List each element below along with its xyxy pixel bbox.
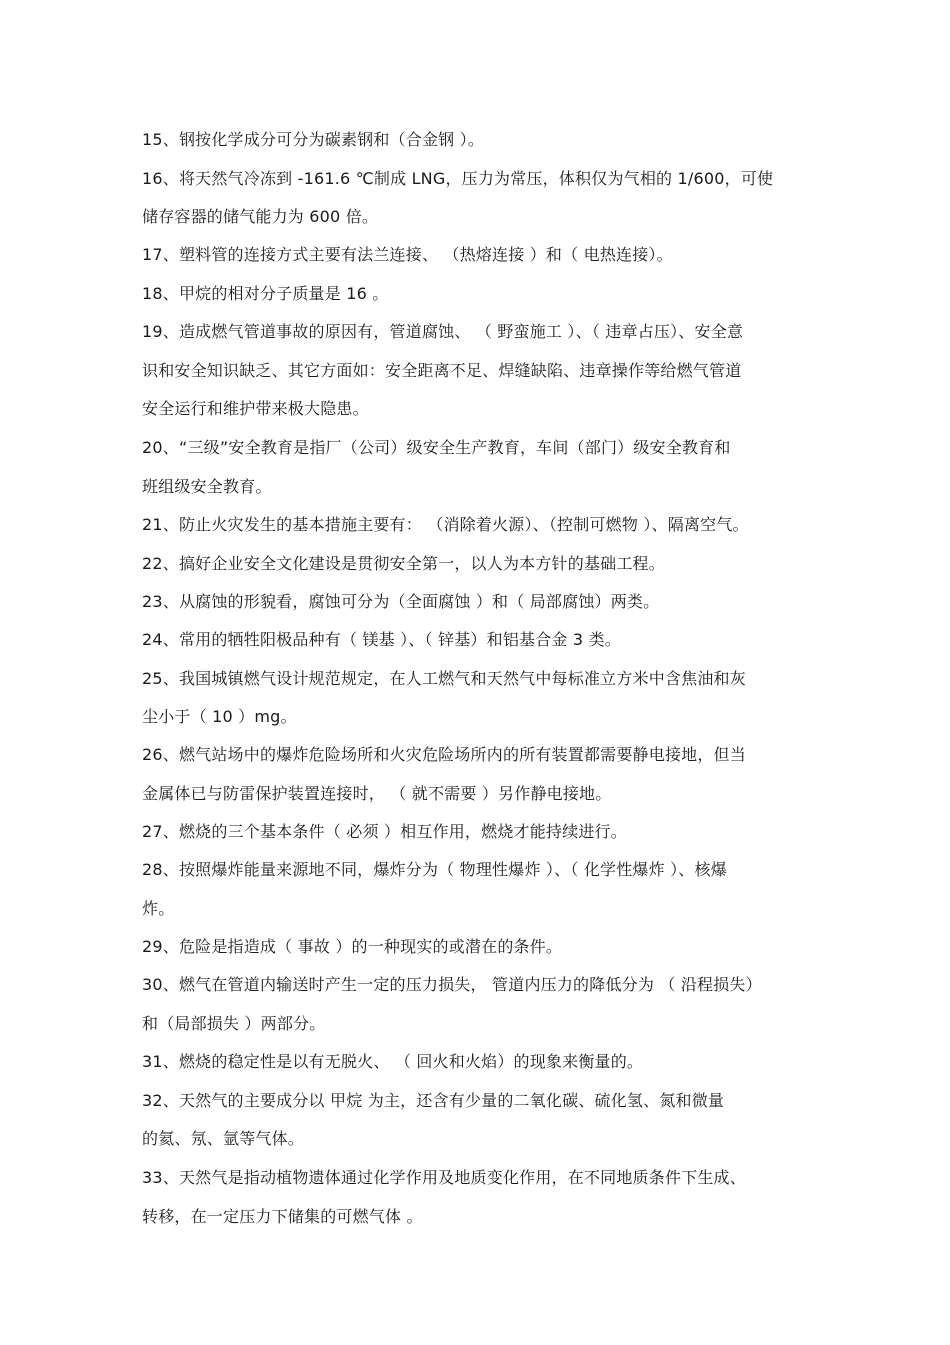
question-25-line-2: 尘小于（ 10 ）mg。 [142,707,297,726]
question-19-line-2: 识和安全知识缺乏、其它方面如：安全距离不足、焊缝缺陷、违章操作等给燃气管道 [142,361,742,380]
question-19-line-1: 19、造成燃气管道事故的原因有，管道腐蚀、 （ 野蛮施工 ）、（ 违章占压）、安全意 [142,322,744,341]
question-17-line-1: 17、塑料管的连接方式主要有法兰连接、 （热熔连接 ）和（ 电热连接）。 [142,245,673,264]
question-20-line-1: 20、“三级”安全教育是指厂（公司）级安全生产教育，车间（部门）级安全教育和 [142,438,731,457]
question-26-line-2: 金属体已与防雷保护装置连接时， （ 就不需要 ）另作静电接地。 [142,784,612,803]
question-29-line-1: 29、危险是指造成（ 事故 ）的一种现实的或潜在的条件。 [142,937,563,956]
question-28-line-1: 28、按照爆炸能量来源地不同，爆炸分为（ 物理性爆炸 ）、（ 化学性爆炸 ）、核爆 [142,860,727,879]
question-26-line-1: 26、燃气站场中的爆炸危险场所和火灾危险场所内的所有装置都需要静电接地，但当 [142,745,746,764]
question-25-line-1: 25、我国城镇燃气设计规范规定，在人工燃气和天然气中每标准立方米中含焦油和灰 [142,669,746,688]
question-33-line-1: 33、天然气是指动植物遗体通过化学作用及地质变化作用，在不同地质条件下生成、 [142,1168,746,1187]
question-24-line-1: 24、常用的牺牲阳极品种有（ 镁基 ）、（ 锌基）和铝基合金 3 类。 [142,630,621,649]
question-30-line-1: 30、燃气在管道内输送时产生一定的压力损失， 管道内压力的降低分为 （ 沿程损失） [142,975,762,994]
question-28-line-2: 炸。 [142,899,175,918]
question-22-line-1: 22、搞好企业安全文化建设是贯彻安全第一，以人为本方针的基础工程。 [142,554,665,573]
question-23-line-1: 23、从腐蚀的形貌看，腐蚀可分为（全面腐蚀 ）和（ 局部腐蚀）两类。 [142,592,660,611]
question-33-line-2: 转移，在一定压力下储集的可燃气体 。 [142,1207,423,1226]
question-27-line-1: 27、燃烧的三个基本条件（ 必须 ）相互作用，燃烧才能持续进行。 [142,822,627,841]
question-31-line-1: 31、燃烧的稳定性是以有无脱火、 （ 回火和火焰）的现象来衡量的。 [142,1052,644,1071]
question-21-line-1: 21、防止火灾发生的基本措施主要有： （消除着火源）、（控制可燃物 ）、隔离空气。 [142,515,749,534]
question-19-line-3: 安全运行和维护带来极大隐患。 [142,399,369,418]
question-15-line-1: 15、钢按化学成分可分为碳素钢和（合金钢 ）。 [142,130,485,149]
question-30-line-2: 和（局部损失 ）两部分。 [142,1014,326,1033]
question-20-line-2: 班组级安全教育。 [142,477,272,496]
question-16-line-1: 16、将天然气冷冻到 -161.6 ℃制成 LNG，压力为常压，体积仅为气相的 1/600，可使 [142,169,774,188]
question-18-line-1: 18、甲烷的相对分子质量是 16 。 [142,284,389,303]
question-16-line-2: 储存容器的储气能力为 600 倍。 [142,207,379,226]
question-32-line-1: 32、天然气的主要成分以 甲烷 为主，还含有少量的二氧化碳、硫化氢、氮和微量 [142,1091,725,1110]
question-32-line-2: 的氦、氖、氩等气体。 [142,1129,305,1148]
